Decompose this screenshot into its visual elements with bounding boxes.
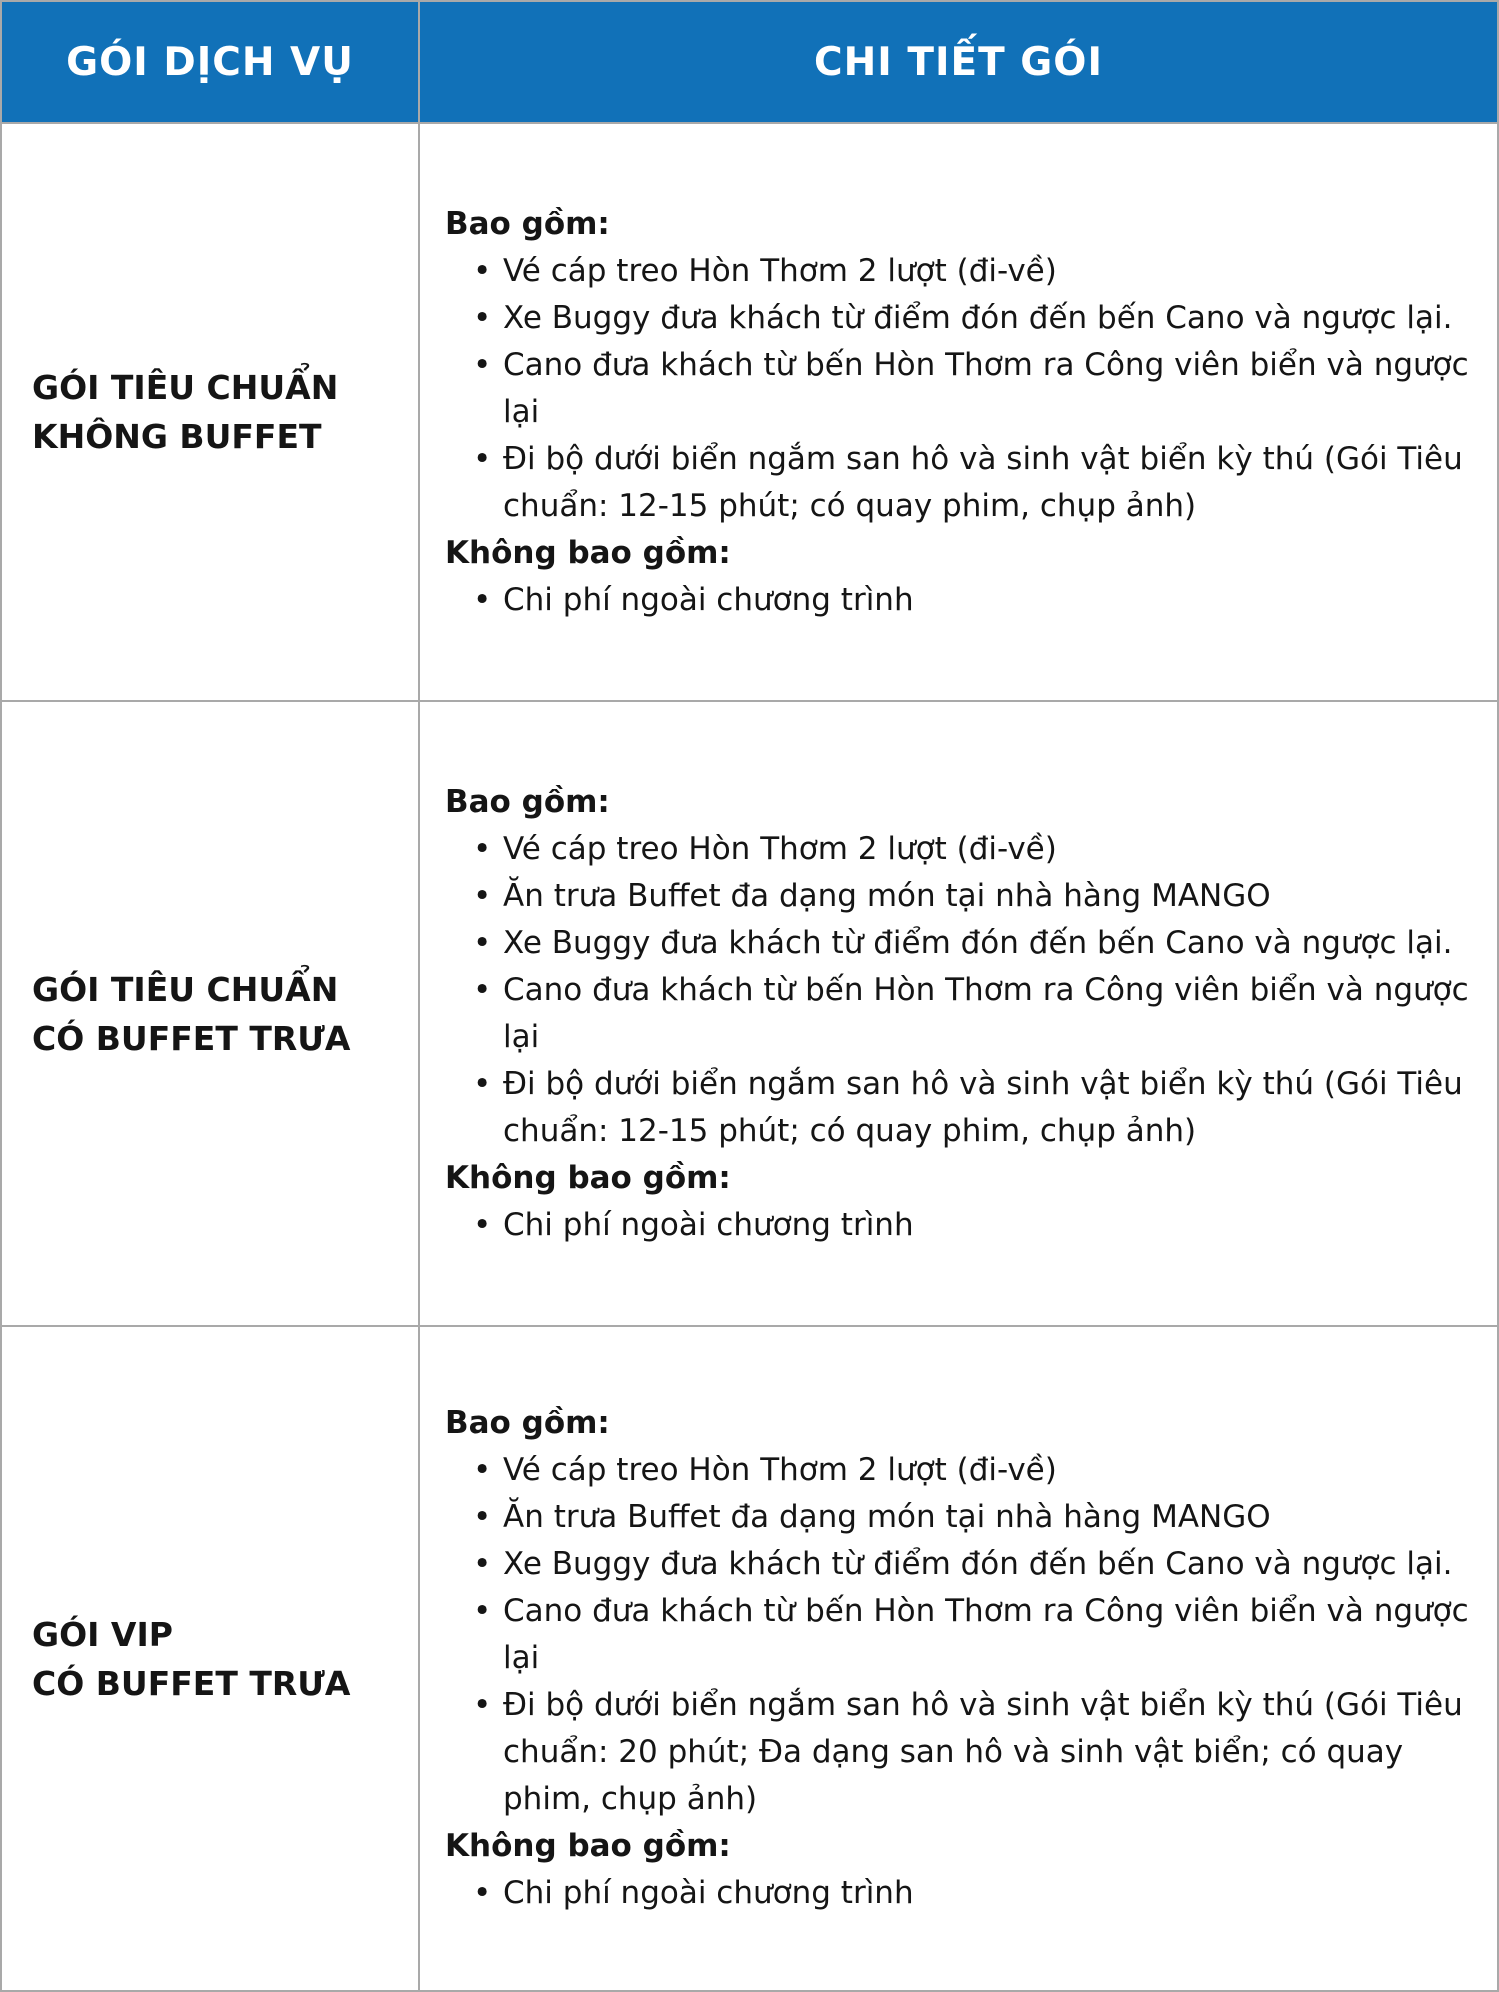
bullet-item: • Đi bộ dưới biển ngắm san hô và sinh vật biển kỳ thú (Gói Tiêu chuẩn: 12-15 phút; có quay phim, chụp ảnh) bbox=[503, 1061, 1469, 1155]
bullet-item: • Vé cáp treo Hòn Thơm 2 lượt (đi-về) bbox=[503, 248, 1469, 295]
package-row bbox=[1, 123, 1498, 701]
bullet-item: • Chi phí ngoài chương trình bbox=[503, 577, 1469, 624]
package-row bbox=[1, 1326, 1498, 1991]
section-heading: Bao gồm: bbox=[445, 783, 610, 820]
bullet-list bbox=[445, 1870, 1469, 1917]
package-details-cell bbox=[419, 701, 1498, 1326]
header-goi-dich-vu: GÓI DỊCH VỤ bbox=[1, 1, 419, 123]
bullet-list bbox=[445, 248, 1469, 530]
package-name-cell bbox=[1, 701, 419, 1326]
section-heading: Không bao gồm: bbox=[445, 1828, 731, 1864]
bullet-item: • Cano đưa khách từ bến Hòn Thơm ra Công viên biển và ngược lại bbox=[503, 342, 1469, 436]
package-name-line: GÓI TIÊU CHUẨN bbox=[32, 969, 339, 1009]
section-heading: Không bao gồm: bbox=[445, 534, 731, 571]
package-name-line: GÓI TIÊU CHUẨN bbox=[32, 368, 339, 407]
bullet-item: • Ăn trưa Buffet đa dạng món tại nhà hàng MANGO bbox=[503, 1494, 1469, 1541]
bullet-item: • Cano đưa khách từ bến Hòn Thơm ra Công viên biển và ngược lại bbox=[503, 1588, 1469, 1682]
bullet-item: • Đi bộ dưới biển ngắm san hô và sinh vật biển kỳ thú (Gói Tiêu chuẩn: 12-15 phút; có quay phim, chụp ảnh) bbox=[503, 436, 1469, 530]
bullet-list bbox=[445, 577, 1469, 624]
bullet-item: • Xe Buggy đưa khách từ điểm đón đến bến Cano và ngược lại. bbox=[503, 920, 1469, 967]
package-name-line: GÓI VIP bbox=[32, 1614, 173, 1654]
bullet-list bbox=[445, 1202, 1469, 1249]
bullet-item: • Xe Buggy đưa khách từ điểm đón đến bến Cano và ngược lại. bbox=[503, 1541, 1469, 1588]
bullet-list bbox=[445, 826, 1469, 1155]
package-name-line: CÓ BUFFET TRƯA bbox=[32, 1663, 351, 1703]
package-name-cell bbox=[1, 123, 419, 701]
table-header-row bbox=[1, 1, 1498, 123]
table-body bbox=[1, 123, 1498, 1991]
package-row bbox=[1, 701, 1498, 1326]
section-heading: Bao gồm: bbox=[445, 1405, 610, 1441]
bullet-list bbox=[445, 1447, 1469, 1823]
package-name-cell bbox=[1, 1326, 419, 1991]
package-name-line: KHÔNG BUFFET bbox=[32, 417, 322, 456]
bullet-item: • Đi bộ dưới biển ngắm san hô và sinh vật biển kỳ thú (Gói Tiêu chuẩn: 20 phút; Đa dạng san hô và sinh vật biển; có quay phim, chụp ảnh) bbox=[503, 1682, 1469, 1823]
package-name-line: CÓ BUFFET TRƯA bbox=[32, 1018, 351, 1058]
bullet-item: • Chi phí ngoài chương trình bbox=[503, 1202, 1469, 1249]
bullet-item: • Cano đưa khách từ bến Hòn Thơm ra Công viên biển và ngược lại bbox=[503, 967, 1469, 1061]
section-heading: Bao gồm: bbox=[445, 205, 610, 242]
package-details-cell bbox=[419, 1326, 1498, 1991]
package-details-cell bbox=[419, 123, 1498, 701]
bullet-item: • Chi phí ngoài chương trình bbox=[503, 1870, 1469, 1917]
bullet-item: • Ăn trưa Buffet đa dạng món tại nhà hàng MANGO bbox=[503, 873, 1469, 920]
header-chi-tiet-goi: CHI TIẾT GÓI bbox=[419, 1, 1498, 123]
bullet-item: • Xe Buggy đưa khách từ điểm đón đến bến Cano và ngược lại. bbox=[503, 295, 1469, 342]
bullet-item: • Vé cáp treo Hòn Thơm 2 lượt (đi-về) bbox=[503, 826, 1469, 873]
section-heading: Không bao gồm: bbox=[445, 1159, 731, 1196]
bullet-item: • Vé cáp treo Hòn Thơm 2 lượt (đi-về) bbox=[503, 1447, 1469, 1494]
